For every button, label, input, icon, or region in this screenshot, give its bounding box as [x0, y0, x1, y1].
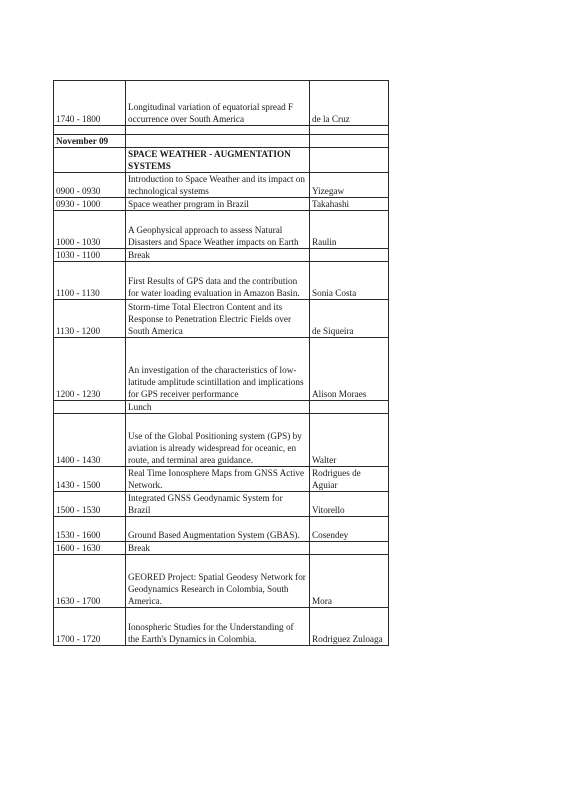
table-row [54, 542, 389, 555]
table-row [54, 414, 389, 467]
speaker-cell: Mora [310, 555, 389, 608]
time-cell: 1100 - 1130 [54, 262, 126, 300]
time-cell: 1000 - 1030 [54, 211, 126, 249]
speaker-cell: Cosendey [310, 517, 389, 542]
table-row [54, 492, 389, 517]
speaker-cell: Rodrigues de Aguiar [310, 467, 389, 492]
section-title: SPACE WEATHER - AUGMENTATION SYSTEMS [126, 148, 310, 173]
speaker-cell [310, 542, 389, 555]
title-cell: Longitudinal variation of equatorial spread F occurrence over South America [126, 81, 310, 126]
speaker-cell: Walter [310, 414, 389, 467]
time-cell: 1200 - 1230 [54, 338, 126, 401]
time-cell: 1630 - 1700 [54, 555, 126, 608]
time-cell: 0900 - 0930 [54, 173, 126, 198]
table-row [54, 608, 389, 646]
speaker-cell [310, 401, 389, 414]
empty-cell [310, 126, 389, 135]
table-row [54, 467, 389, 492]
title-cell: Ground Based Augmentation System (GBAS). [126, 517, 310, 542]
empty-cell [310, 148, 389, 173]
title-cell: Integrated GNSS Geodynamic System for Brazil [126, 492, 310, 517]
title-cell: Use of the Global Positioning system (GPS) by aviation is already widespread for oceanic, en route, and terminal area guidance. [126, 414, 310, 467]
speaker-cell [310, 249, 389, 262]
table-row [54, 249, 389, 262]
time-cell: 1030 - 1100 [54, 249, 126, 262]
table-row [54, 126, 389, 135]
time-cell: 1400 - 1430 [54, 414, 126, 467]
title-cell: Ionospheric Studies for the Understanding of the Earth's Dynamics in Colombia. [126, 608, 310, 646]
date-cell: November 09 [54, 135, 126, 148]
time-cell: 0930 - 1000 [54, 198, 126, 211]
empty-cell [126, 126, 310, 135]
speaker-cell: de Siqueira [310, 300, 389, 338]
table-row [54, 517, 389, 542]
speaker-cell: Takahashi [310, 198, 389, 211]
title-cell: Break [126, 542, 310, 555]
speaker-cell: Alison Moraes [310, 338, 389, 401]
time-cell: 1600 - 1630 [54, 542, 126, 555]
empty-cell [310, 135, 389, 148]
empty-cell [126, 135, 310, 148]
title-cell: Lunch [126, 401, 310, 414]
table-row [54, 300, 389, 338]
time-cell: 1430 - 1500 [54, 467, 126, 492]
empty-cell [54, 126, 126, 135]
table-row [54, 81, 389, 126]
speaker-cell: Vitorello [310, 492, 389, 517]
empty-cell [54, 148, 126, 173]
time-cell: 1700 - 1720 [54, 608, 126, 646]
time-cell [54, 401, 126, 414]
speaker-cell: Yizegaw [310, 173, 389, 198]
table-row [54, 135, 389, 148]
time-cell: 1500 - 1530 [54, 492, 126, 517]
title-cell: An investigation of the characteristics of low-latitude amplitude scintillation and implications for GPS receiver performance [126, 338, 310, 401]
title-cell: GEORED Project: Spatial Geodesy Network for Geodynamics Research in Colombia, South America. [126, 555, 310, 608]
speaker-cell: Raulin [310, 211, 389, 249]
table-row [54, 198, 389, 211]
table-row [54, 401, 389, 414]
time-cell: 1530 - 1600 [54, 517, 126, 542]
title-cell: Introduction to Space Weather and its impact on technological systems [126, 173, 310, 198]
table-row [54, 148, 389, 173]
speaker-cell: Sonia Costa [310, 262, 389, 300]
table-row [54, 211, 389, 249]
table-row [54, 555, 389, 608]
title-cell: First Results of GPS data and the contribution for water loading evaluation in Amazon Basin. [126, 262, 310, 300]
schedule-table [53, 80, 389, 646]
title-cell: Space weather program in Brazil [126, 198, 310, 211]
title-cell: Storm-time Total Electron Content and its Response to Penetration Electric Fields over South America [126, 300, 310, 338]
time-cell: 1740 - 1800 [54, 81, 126, 126]
title-cell: Real Time Ionosphere Maps from GNSS Active Network. [126, 467, 310, 492]
time-cell: 1130 - 1200 [54, 300, 126, 338]
table-row [54, 173, 389, 198]
speaker-cell: de la Cruz [310, 81, 389, 126]
title-cell: A Geophysical approach to assess Natural Disasters and Space Weather impacts on Earth [126, 211, 310, 249]
title-cell: Break [126, 249, 310, 262]
table-row [54, 338, 389, 401]
table-row [54, 262, 389, 300]
speaker-cell: Rodriguez Zuloaga [310, 608, 389, 646]
